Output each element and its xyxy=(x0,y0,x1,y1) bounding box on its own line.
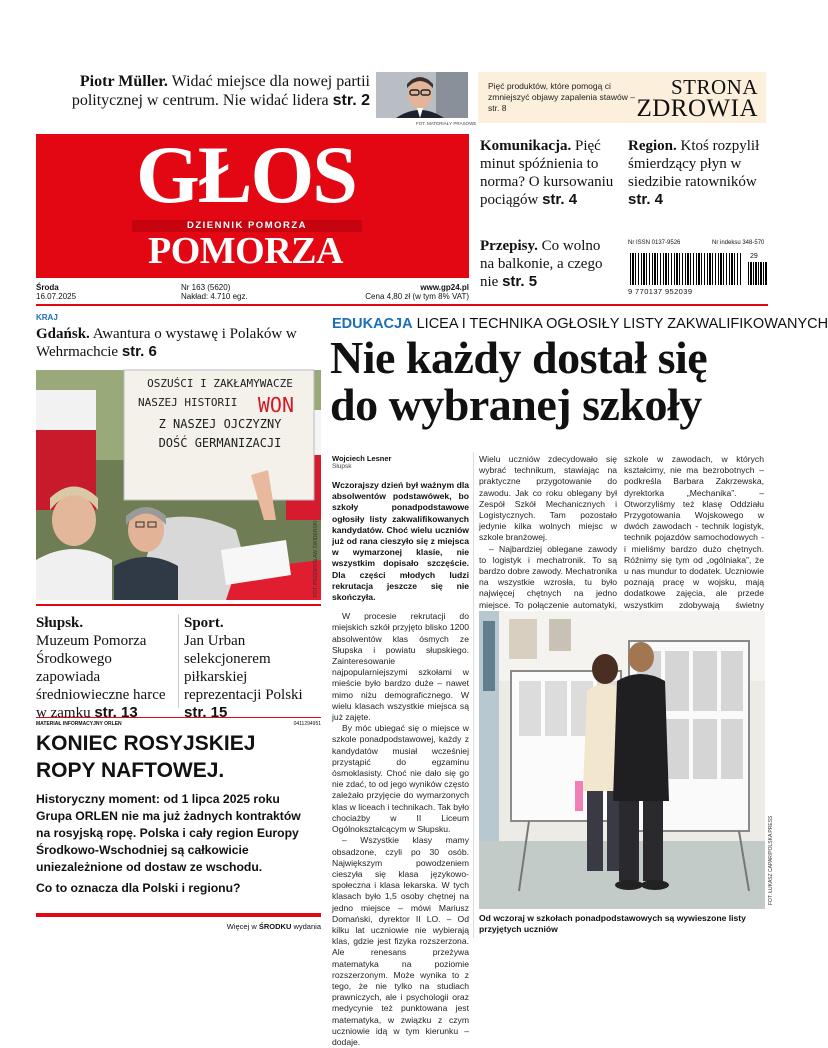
article-p2: By móc ubiegać się o miejsce w szkole ponadpodstawowej, każdy z kandydatów musiał wcześniej przystąpić do egzaminu ósmoklasisty. Choć nie dało się go nie zdać, to od jego wyników często zależało przyjęcie do wymarzonych klas w liceach i technikach. Tak było chociażby w II Liceum Ogólnokształcącym w Słupsku. xyxy=(332,723,469,835)
main-photo[interactable] xyxy=(479,611,765,909)
masthead-logo[interactable] xyxy=(36,129,469,278)
masthead-title-2: POMORZA xyxy=(148,230,343,272)
teaser-przepisy-page: str. 5 xyxy=(502,273,538,290)
main-kicker-text: LICEA I TECHNIKA OGŁOSIŁY LISTY ZAKWALIFIKOWANYCH xyxy=(416,316,828,332)
health-box-text-wrap xyxy=(488,81,638,114)
teaser-sport[interactable] xyxy=(184,614,316,722)
slupsk-sport-divider xyxy=(178,614,179,708)
orlen-footer-bold: ŚRODKU xyxy=(258,922,292,931)
main-headline-line-2: do wybranej szkoły xyxy=(330,379,702,430)
barcode xyxy=(630,253,742,285)
teaser-przepisy-text: Co wolno na balkonie, a czego nie xyxy=(480,238,603,290)
kraj-photo[interactable] xyxy=(36,370,321,600)
article-col-1 xyxy=(332,454,469,1048)
slupsk-lead: Słupsk. xyxy=(36,615,84,631)
article-p6: szkole w zawodach, w których kształcimy, nie ma bezrobotnych – podkreśla Barbara Zakrzewska, dyrektorka „Mechanika”. – Otworzyliśmy też klasę Oddziału Przygotowania Wojskowego w dwóch zawodach - technik logistyk, technik pojazdów samochodowych - i mieliśmy bardzo dużo chętnych. Róźnimy się tym od „ogólniaka”, że u nas mundur to dodatek. Uczniowie poznają pracę w wojsku, mają dodatkowe zajęcia, ale przede wszystkim zdobywają świetny xyxy=(624,454,764,610)
kraj-label: KRAJ xyxy=(36,313,58,322)
slupsk-text: Muzeum Pomorza Środkowego zapowiada średniowieczne harce w zamku xyxy=(36,633,166,721)
sport-lead: Sport. xyxy=(184,615,224,631)
teaser-komunikacja[interactable] xyxy=(480,137,620,209)
teaser-region[interactable] xyxy=(628,137,768,209)
health-box[interactable] xyxy=(478,72,766,123)
sign-line-1: OSZUŚCI I ZAKŁAMYWACZE xyxy=(147,377,293,390)
article-author: Wojciech Lesner xyxy=(332,454,392,463)
teaser-komunikacja-lead: Komunikacja. xyxy=(480,138,572,154)
main-section[interactable]: EDUKACJA xyxy=(332,316,413,332)
teaser-przepisy-lead: Przepisy. xyxy=(480,238,538,254)
article-lead: Wczorajszy dzień był ważnym dla absolwentów podstawówek, bo szkoły ponadpodstawowe ogłosiły listy zakwalifikowanych kandydatów. Choć wielu uczniów już od rana cieszyło się z miejsca w wymarzonej klasie, nie wszystkim dopisało szczęście. Dla części młodych ludzi rekrutacja jeszcze się nie skończyła. xyxy=(332,480,469,603)
barcode-addon xyxy=(748,262,768,285)
top-teaser[interactable] xyxy=(40,72,370,110)
barcode-issue-code: 29 xyxy=(750,253,758,260)
masthead-title: GŁOS xyxy=(136,129,356,220)
sign-line-3: WON xyxy=(257,393,294,417)
main-kicker xyxy=(332,315,828,333)
article-p5: – Najbardziej oblegane zawody to logistyk i mechatronik. To są bardzo dobre zawody. Mechatronika na wszystkie wzrosła, tu było najwięcej chętnych na jedno miejsce. To połączenie automatyki, xyxy=(479,543,617,610)
rule-top xyxy=(36,304,768,306)
kraj-teaser[interactable] xyxy=(36,325,316,361)
issue-date: 16.07.2025 xyxy=(36,292,77,301)
orlen-footer-post: wydania xyxy=(293,922,321,931)
orlen-footer-pre: Więcej w xyxy=(226,922,257,931)
sign-line-5: DOŚĆ GERMANIZACJI xyxy=(158,436,282,450)
orlen-body: Historyczny moment: od 1 lipca 2025 roku Grupa ORLEN nie ma już żadnych kontraktów na rosyjską ropę. Polska i cały region Europy Środkowo-Wschodniej są całkowicie uniezależnione od dostaw ze wschodu. xyxy=(36,792,301,874)
teaser-region-page: str. 4 xyxy=(628,191,664,208)
article-col-3 xyxy=(624,454,764,633)
top-teaser-text: Widać miejsce dla nowej partii politycznej w centrum. Nie widać lidera xyxy=(71,73,370,109)
sign-line-4: Z NASZEJ OJCZYZNY xyxy=(158,417,282,431)
masthead-subtitle: DZIENNIK POMORZA xyxy=(186,220,308,231)
orlen-headline[interactable]: KONIEC ROSYJSKIEJ ROPY NAFTOWEJ. xyxy=(36,732,256,782)
protest-sign-text xyxy=(128,374,312,453)
teaser-slupsk[interactable] xyxy=(36,614,176,722)
teaser-komunikacja-page: str. 4 xyxy=(542,191,578,208)
main-photo-caption: Od wczoraj w szkołach ponadpodstawowych są wywieszone listy przyjętych uczniów xyxy=(479,913,746,934)
teaser-komunikacja-text: Pięć minut spóźnienia to norma? O kursowaniu pociągów xyxy=(480,138,614,208)
health-box-title-1: STRONA xyxy=(670,75,758,99)
orlen-question: Co to oznacza dla Polski i regionu? xyxy=(36,881,241,895)
sign-line-2: NASZEJ HISTORII xyxy=(138,396,238,409)
sport-text: Jan Urban selekcjonerem piłkarskiej reprezentacji Polski xyxy=(184,633,303,703)
barcode-issn: Nr ISSN 0137-9526 xyxy=(628,240,681,246)
issue-website[interactable]: www.gp24.pl xyxy=(420,283,469,292)
article-col-divider-1 xyxy=(473,452,474,938)
sport-page: str. 15 xyxy=(184,704,228,721)
rule-orlen-bottom xyxy=(36,913,321,917)
orlen-footer[interactable] xyxy=(227,922,321,931)
article-p1: W procesie rekrutacji do miejskich szkół przyjęto blisko 1200 absolwentów klas ósmych ze Słupska i powiatu słupskiego. Zainteresowanie najpopularniejszymi szkołami w mieście było bardzo duże – nawet mimo niżu demograficznego. W wielu klasach wszystkie miejsca są już zajęte. xyxy=(332,611,469,723)
kraj-photo-credit: FOT. PRZEMYSŁAW ŚWIDERSKI xyxy=(313,520,319,597)
health-box-text: Pięć produktów, które pomogą ci zmniejszyć objawy zapalenia stawów xyxy=(488,81,628,102)
issue-number: Nr 163 (5620) xyxy=(181,283,231,292)
article-p4: Wielu uczniów zdecydowało się wybrać technikum, stawiając na praktyczne przygotowanie do zawodu. Jak co roku oblegany był Zespół Szkół Mechanicznych i Logistycznych. Tam pozostało jedynie kilka wolnych miejsc w szkole branżowej. xyxy=(479,454,617,543)
barcode-digits: 9 770137 952039 xyxy=(628,287,693,296)
orlen-code: 0411294951 xyxy=(293,721,321,727)
portrait-illustration xyxy=(376,72,468,118)
top-teaser-name: Piotr Müller. xyxy=(79,73,168,90)
slupsk-page: str. 13 xyxy=(94,704,138,721)
teaser-region-lead: Region. xyxy=(628,138,677,154)
teaser-przepisy[interactable] xyxy=(480,237,615,291)
top-teaser-page: str. 2 xyxy=(332,92,370,109)
issue-price: Cena 4,80 zł (w tym 8% VAT) xyxy=(365,292,469,301)
rule-left-col xyxy=(36,604,321,606)
kraj-text: Awantura o wystawę i Polaków w Wehrmachcie xyxy=(36,326,297,360)
issue-circulation: Nakład: 4.710 egz. xyxy=(181,292,248,301)
health-box-page: – str. 8 xyxy=(488,92,635,113)
kraj-lead: Gdańsk. xyxy=(36,326,90,342)
barcode-index: Nr indeksu 348-570 xyxy=(712,240,765,246)
teaser-region-text: Ktoś rozpylił śmierdzący płyn w siedzibie ratowników xyxy=(628,138,760,190)
top-teaser-photo-credit: FOT. MATERIAŁY PRASOWE xyxy=(416,121,477,126)
kraj-page: str. 6 xyxy=(121,343,157,360)
article-place: Słupsk xyxy=(332,463,352,470)
school-lists-illustration xyxy=(479,611,765,909)
main-headline[interactable] xyxy=(330,334,770,428)
orlen-info: MATERIAŁ INFORMACYJNY ORLEN xyxy=(36,721,122,727)
article-p3: – Wszystkie klasy mamy obsadzone, czyli po 30 osób. Największym powodzeniem cieszyła się klasa językowo-społeczna i klasa lekarska. W tych klasach było 1,5 osoby chętnej na jedno miejsce – mówi Mariusz Domański, dyrektor II LO. – Od kilku lat uczniowie nie wybierają klas, gdzie jest fizyka rozszerzona. Ale renesans przeżywa matematyka na poziomie rozszerzonym. Może wynika to z tego, że nie tylko na studiach prawniczych, ale i psychologii oraz medycynie też punktowana jest matematyka, w związku z czym uczniowie idą w tym kierunku – dodaje. xyxy=(332,835,469,1047)
issue-day: Środa xyxy=(36,283,59,292)
top-teaser-photo xyxy=(376,72,468,118)
health-box-title-2: ZDROWIA xyxy=(636,95,758,122)
main-photo-credit: FOT. ŁUKASZ CAPAR/POLSKA PRESS xyxy=(768,815,774,905)
main-headline-line-1: Nie każdy dostał się xyxy=(330,332,708,383)
